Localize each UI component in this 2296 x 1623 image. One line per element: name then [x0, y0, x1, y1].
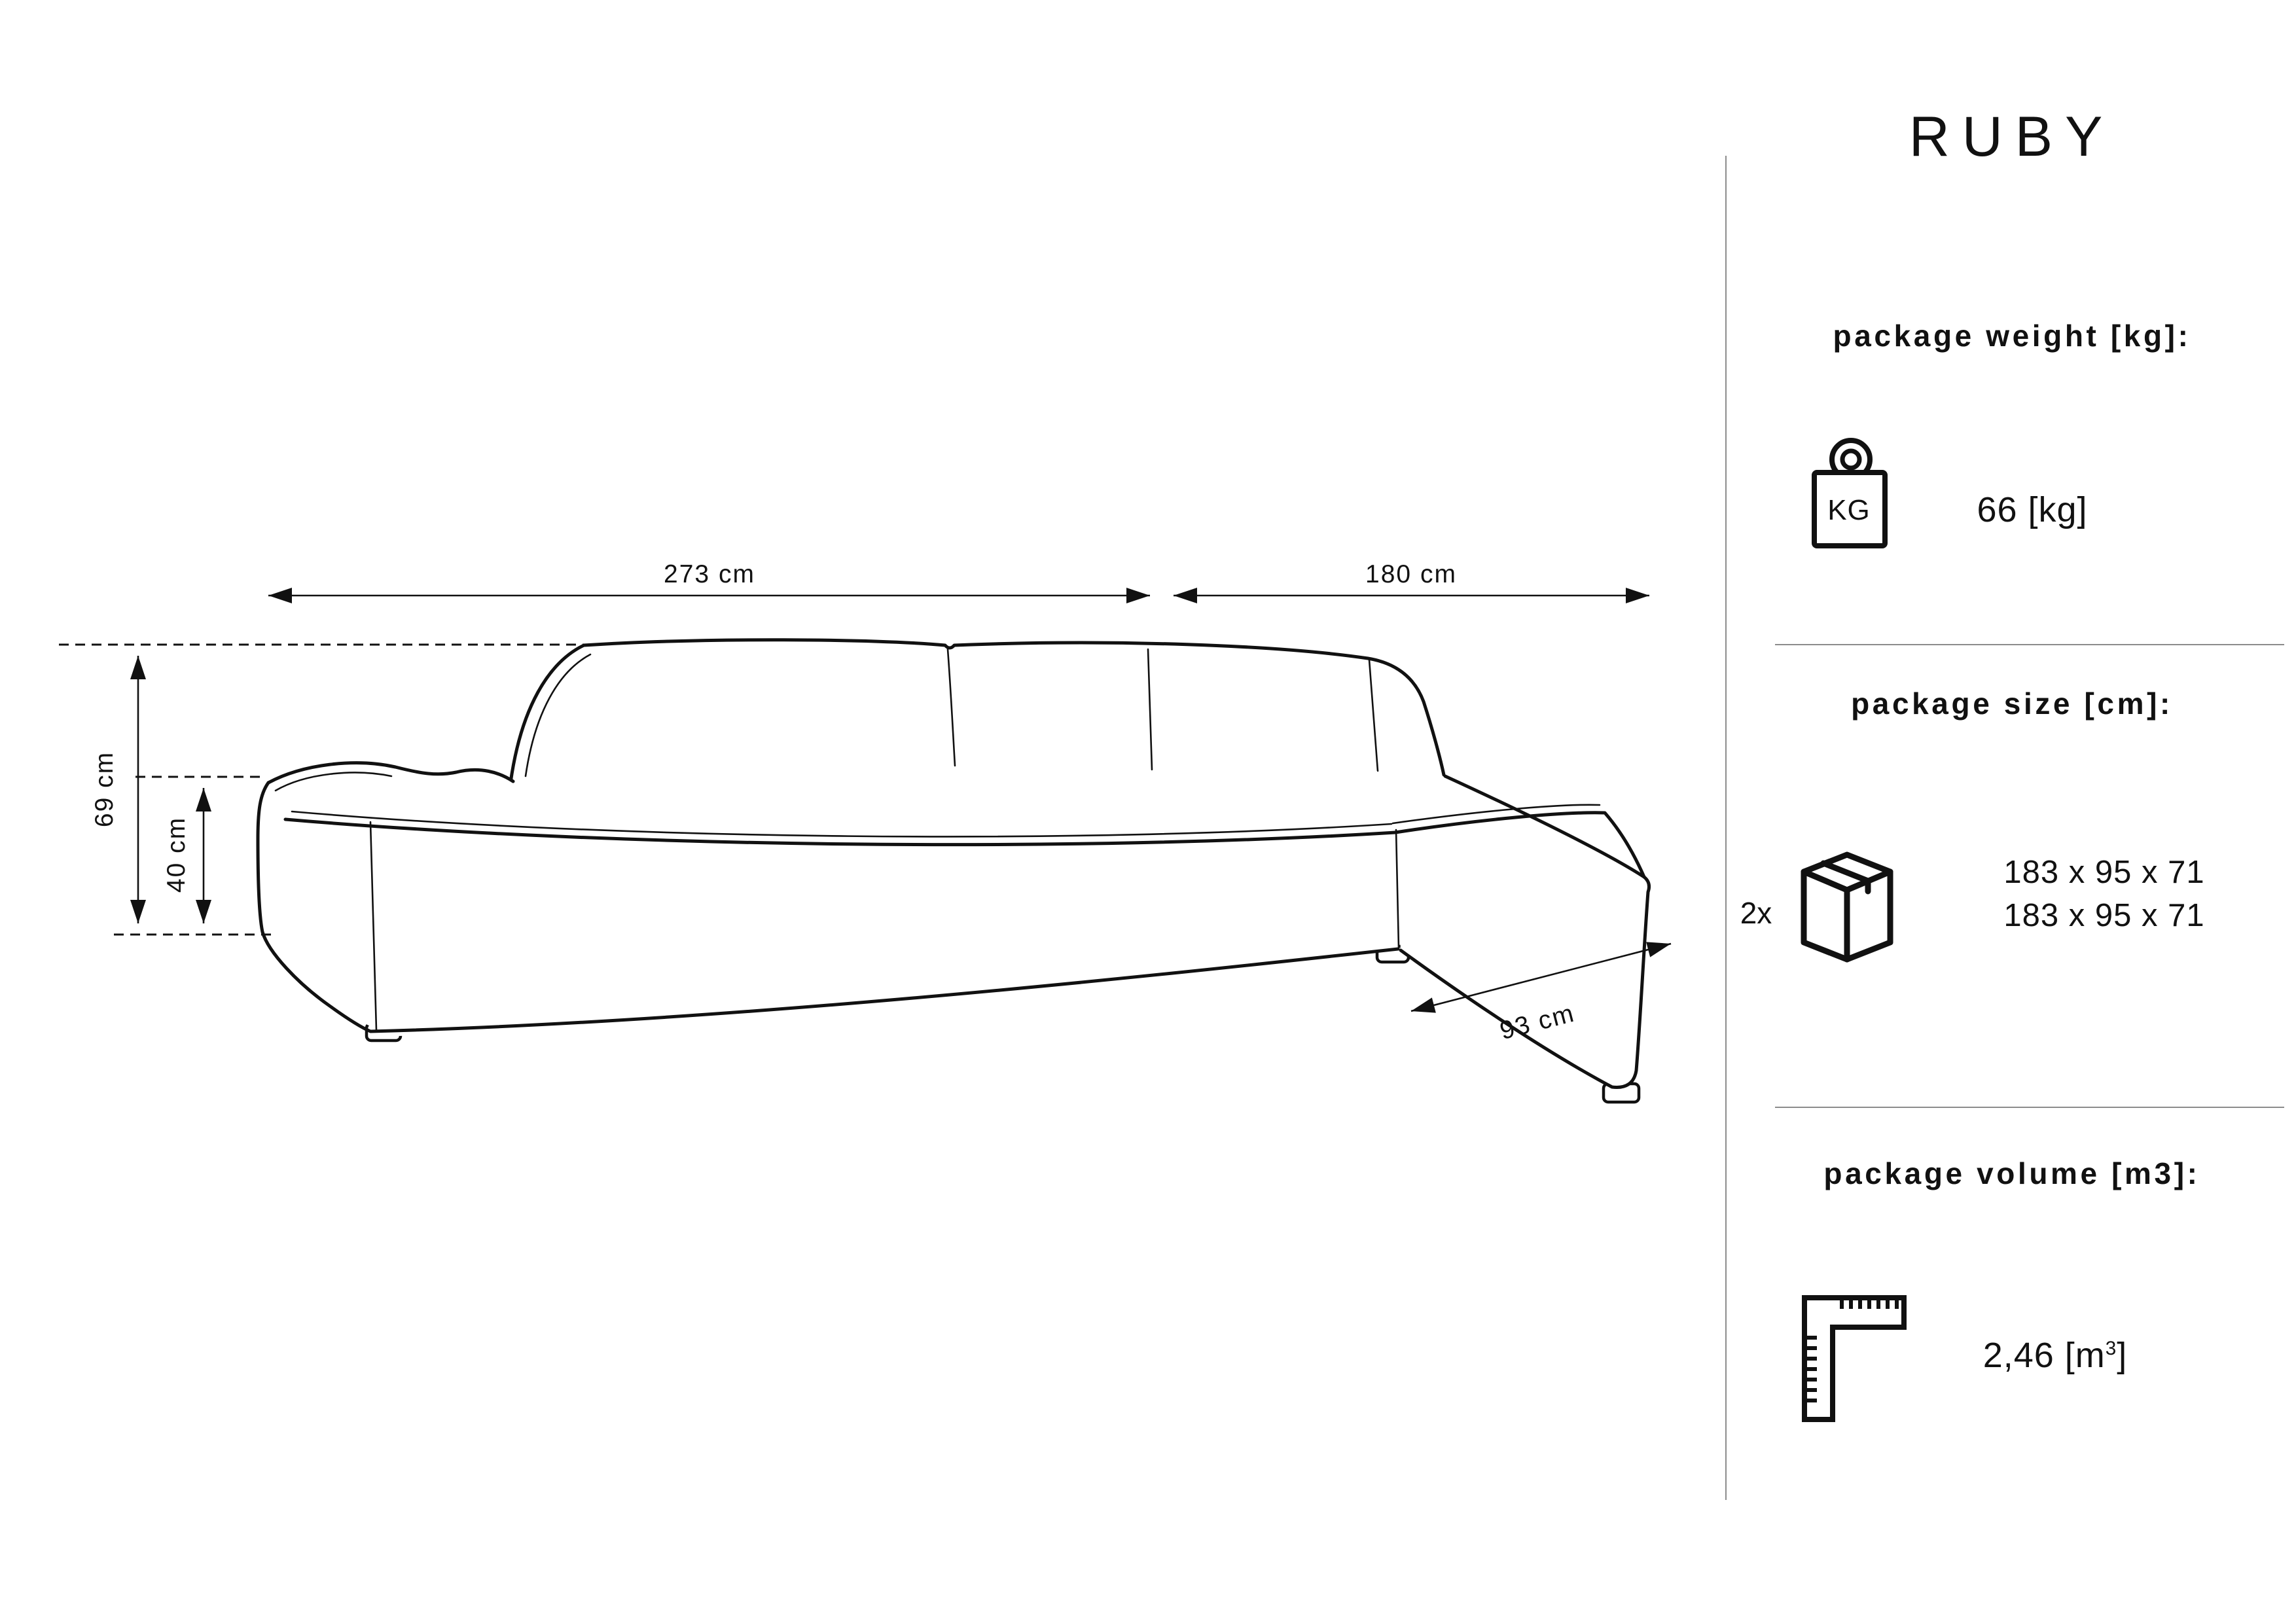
- section-divider-2: [1775, 1107, 2284, 1108]
- volume-value-prefix: 2,46 [m: [1982, 1336, 2106, 1375]
- dim-label-180cm: 180 cm: [1365, 560, 1457, 588]
- package-volume-value: [1937, 1335, 2173, 1376]
- package-weight-heading: package weight [kg]:: [1833, 319, 2191, 353]
- volume-value-sup: 3: [2105, 1338, 2117, 1359]
- dim-label-40cm: 40 cm: [162, 816, 190, 893]
- ruler-icon: [1801, 1294, 1907, 1423]
- dim-label-273cm: 273 cm: [664, 560, 755, 588]
- package-count-label: 2x: [1740, 896, 1772, 930]
- sofa-left-module: [258, 763, 1398, 1036]
- package-size-value-2: 183 x 95 x 71: [2003, 898, 2205, 933]
- vertical-divider: [1725, 156, 1727, 1500]
- package-size-values: [1977, 851, 2232, 937]
- dim-label-69cm: 69 cm: [90, 751, 118, 828]
- kg-bag-icon: [1805, 427, 1894, 550]
- package-volume-heading: package volume [m3]:: [1823, 1156, 2200, 1190]
- package-size-heading: package size [cm]:: [1851, 687, 2173, 721]
- package-weight-value: 66 [kg]: [1977, 490, 2088, 529]
- product-title: RUBY: [1909, 105, 2115, 168]
- kg-icon-label: KG: [1827, 494, 1871, 526]
- volume-value-suffix: ]: [2117, 1336, 2128, 1375]
- dim-label-93cm: 93 cm: [1497, 999, 1578, 1046]
- box-icon: [1795, 851, 1899, 963]
- package-size-value-1: 183 x 95 x 71: [2003, 855, 2205, 890]
- section-divider-1: [1775, 644, 2284, 645]
